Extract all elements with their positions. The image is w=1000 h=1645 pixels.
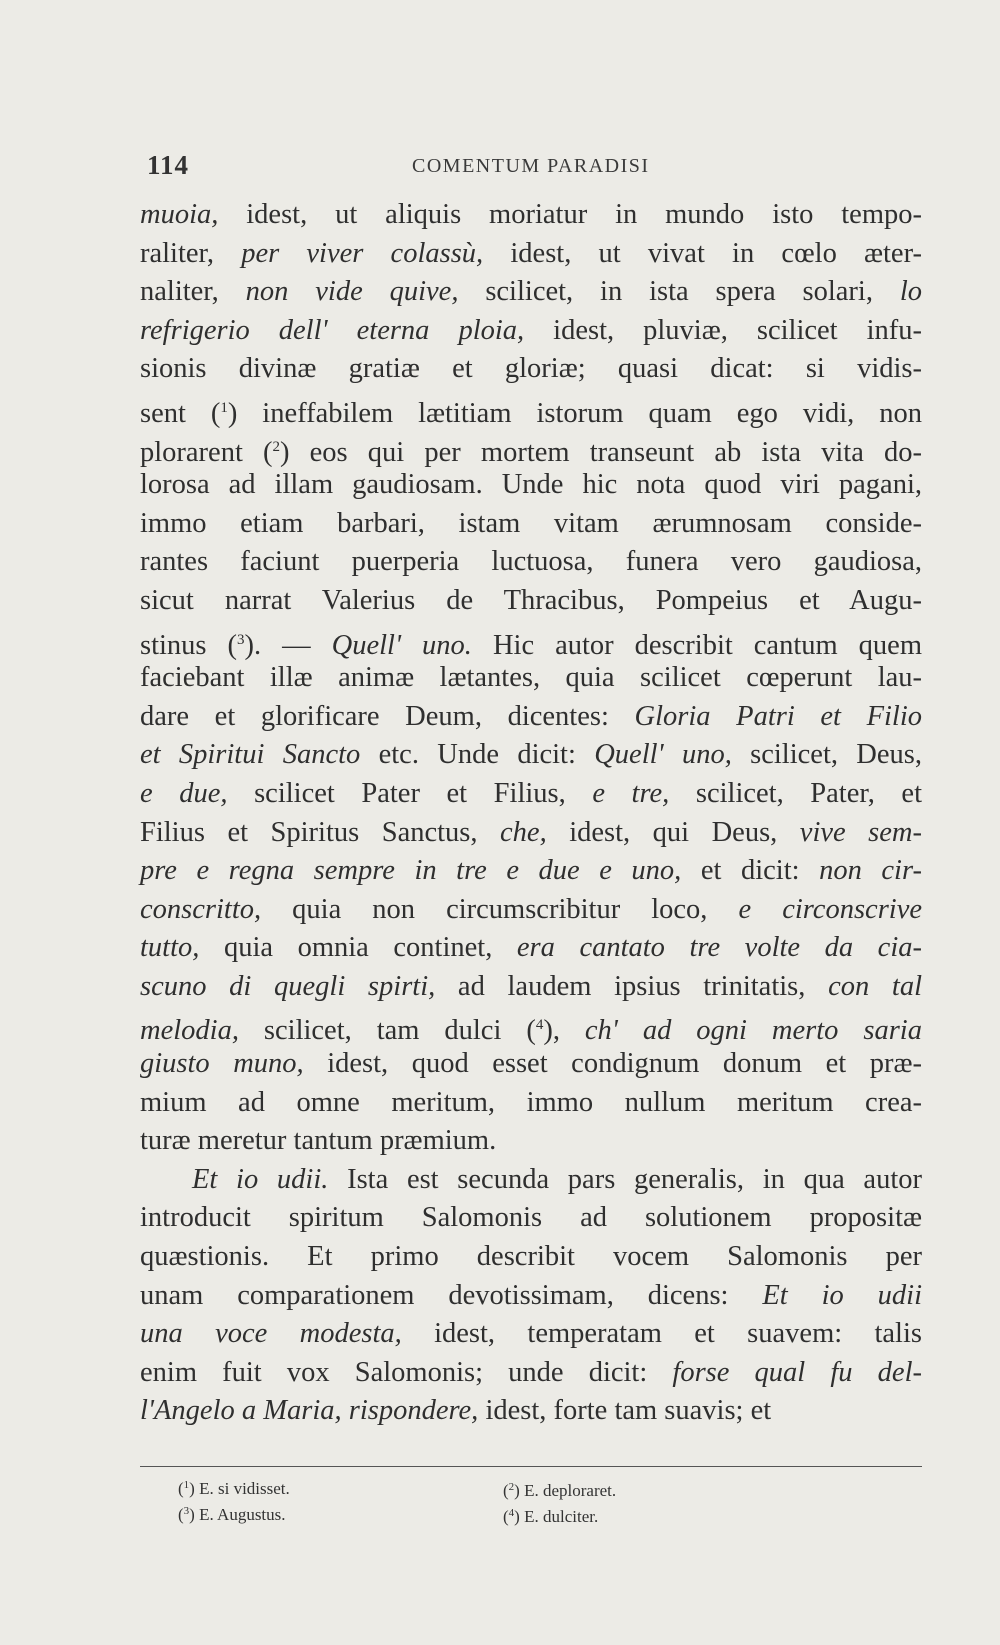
text-run: idest, temperatam et suavem: talis (401, 1318, 922, 1350)
text-run: raliter, (140, 237, 242, 269)
text-run: tutto, (140, 932, 200, 964)
text-line (140, 1277, 922, 1316)
footnote-ref: 2 (272, 438, 281, 455)
footnote-text: E. si vidisset. (194, 1479, 290, 1498)
text-run: non vide quive, (245, 276, 459, 308)
text-run: Filius et Spiritus Sanctus, (140, 816, 501, 848)
text-run: sionis divinæ gratiæ et gloriæ; quasi dicat: si vidis- (140, 353, 922, 385)
text-run: stinus ( (140, 629, 238, 661)
text-run: scilicet, Deus, (731, 739, 922, 771)
text-run: ad laudem ipsius trinitatis, (435, 970, 829, 1002)
text-line (140, 1006, 922, 1045)
text-line (140, 929, 922, 968)
text-run: idest, ut aliquis moriatur in mundo isto tempo- (218, 199, 922, 230)
footnote-4: ($^4$) E. dulciter. (503, 1507, 599, 1526)
text-run: idest, pluviæ, scilicet infu- (524, 314, 922, 346)
text-run: forse qual fu del- (672, 1356, 922, 1388)
text-line (140, 736, 922, 775)
text-line (140, 1238, 922, 1277)
text-run: scilicet, in ista spera solari, (458, 276, 900, 308)
text-run: lorosa ad illam gaudiosam. Unde hic nota quod viri pagani, (140, 469, 922, 501)
body-text (140, 196, 922, 1431)
text-run: giusto muno, (140, 1048, 304, 1080)
text-run: l'Angelo a Maria, rispondere, (140, 1395, 479, 1427)
text-line (140, 582, 922, 621)
text-run: che, (500, 816, 547, 848)
text-line (140, 1084, 922, 1123)
text-line (140, 659, 922, 698)
text-line (140, 852, 922, 891)
text-line (140, 891, 922, 930)
text-line (140, 968, 922, 1007)
page-number: 114 (147, 150, 190, 180)
text-run: conscritto, (140, 893, 262, 925)
text-run: refrigerio dell' eterna ploia, (140, 314, 525, 346)
text-run: idest, ut vivat in cœlo æter- (483, 237, 922, 269)
text-run: scuno di quegli spirti, (140, 970, 436, 1002)
text-line (140, 698, 922, 737)
footnote-text: E. Augustus. (194, 1505, 286, 1524)
text-run: per viver colassù, (241, 237, 484, 269)
text-run: e tre, (592, 777, 670, 809)
text-run: ). — (244, 629, 332, 661)
text-run: ) ineffabilem lætitiam istorum quam ego vidi, non (227, 397, 923, 429)
text-line (140, 273, 922, 312)
text-line (140, 814, 922, 853)
text-run: vive sem- (799, 816, 922, 848)
text-run: ), (543, 1015, 585, 1047)
text-line (140, 350, 922, 389)
text-run: naliter, (140, 276, 246, 308)
text-line (140, 312, 922, 351)
text-run: una voce modesta, (140, 1318, 402, 1350)
text-run: lo (899, 276, 922, 308)
text-run: et Spiritui Sancto (140, 739, 361, 771)
text-run: e due, (140, 777, 228, 809)
running-title: COMENTUM PARADISI (412, 155, 650, 177)
text-run: era cantato tre volte da cia- (516, 932, 922, 964)
footnote-mark: 3 (183, 1505, 190, 1517)
footnote-mark: 4 (508, 1507, 515, 1519)
footnote-mark: 1 (183, 1479, 190, 1491)
text-run: quia omnia continet, (199, 932, 517, 964)
text-line (140, 1199, 922, 1238)
text-line (140, 1392, 922, 1431)
text-line (140, 1354, 922, 1393)
text-line (140, 505, 922, 544)
text-run: idest, forte tam suavis; et (478, 1395, 772, 1427)
text-line (140, 389, 922, 428)
text-line (140, 1315, 922, 1354)
text-run: sent ( (140, 397, 221, 429)
footnote-text: E. dulciter. (519, 1507, 599, 1526)
text-run: scilicet, tam dulci ( (238, 1015, 536, 1047)
text-run: unam comparationem devotissimam, dicens: (140, 1279, 763, 1311)
text-line (140, 775, 922, 814)
text-run: quia non circumscribitur loco, (261, 893, 739, 925)
footnote-ref: 1 (220, 399, 228, 416)
text-run: idest, quod esset condignum donum et præ- (303, 1048, 922, 1080)
footnote-2: ($^2$) E. deploraret. (503, 1481, 617, 1500)
text-run: Hic autor describit cantum quem (471, 629, 922, 661)
text-run: pre e regna sempre in tre e due e uno, (140, 855, 682, 887)
text-run: sicut narrat Valerius de Thracibus, Pompeius et Augu- (140, 584, 922, 616)
footnote-1: ($^1$) E. si vidisset. (178, 1479, 290, 1498)
text-run: quæstionis. Et primo describit vocem Salomonis per (140, 1241, 922, 1273)
footnote-ref: 3 (237, 631, 245, 648)
text-run: plorarent ( (140, 436, 273, 468)
text-run: mium ad omne meritum, immo nullum meritum crea- (140, 1086, 922, 1118)
text-run: scilicet, Pater, et (669, 777, 922, 809)
text-line (140, 621, 922, 660)
text-run: Quell' uno. (331, 629, 472, 661)
text-run: Et io udii. (192, 1163, 329, 1195)
text-run: melodia, (140, 1015, 239, 1047)
text-run: immo etiam barbari, istam vitam ærumnosam conside- (140, 507, 922, 539)
text-run: scilicet Pater et Filius, (227, 777, 593, 809)
text-run: dare et glorificare Deum, dicentes: (140, 700, 635, 732)
text-run: idest, qui Deus, (546, 816, 800, 848)
footnote-rule (140, 1466, 922, 1467)
page-header (147, 150, 917, 184)
text-run: introducit spiritum Salomonis ad solutionem propositæ (140, 1202, 922, 1234)
text-run: rantes faciunt puerperia luctuosa, funera vero gaudiosa, (140, 546, 922, 578)
text-line (140, 1045, 922, 1084)
footnote-ref: 4 (535, 1017, 544, 1034)
text-run: Et io udii (762, 1279, 922, 1311)
text-line (140, 1161, 922, 1200)
footnote-text: E. deploraret. (519, 1481, 617, 1500)
text-line (140, 428, 922, 467)
text-run: muoia, (140, 199, 219, 230)
text-line (140, 1122, 922, 1161)
text-run: Ista est secunda pars generalis, in qua autor (328, 1163, 922, 1195)
text-run: ) eos qui per mortem transeunt ab ista vita do- (280, 436, 922, 468)
text-run: Quell' uno, (594, 739, 732, 771)
text-line (140, 235, 922, 274)
text-run: et dicit: (681, 855, 820, 887)
text-run: faciebant illæ animæ lætantes, quia scilicet cœperunt lau- (140, 662, 922, 694)
footnote-mark: 2 (508, 1481, 515, 1493)
text-run: enim fuit vox Salomonis; unde dicit: (140, 1356, 673, 1388)
text-run: Gloria Patri et Filio (634, 700, 923, 732)
text-run: ch' ad ogni merto saria (584, 1015, 922, 1047)
text-run: etc. Unde dicit: (360, 739, 595, 771)
text-line (140, 466, 922, 505)
text-run: e circonscrive (738, 893, 922, 925)
text-run: con tal (828, 970, 922, 1002)
text-line (140, 543, 922, 582)
text-run: turæ meretur tantum præmium. (140, 1125, 497, 1157)
text-line (140, 196, 922, 235)
text-run: non cir- (819, 855, 922, 887)
footnote-3: ($^3$) E. Augustus. (178, 1505, 286, 1524)
